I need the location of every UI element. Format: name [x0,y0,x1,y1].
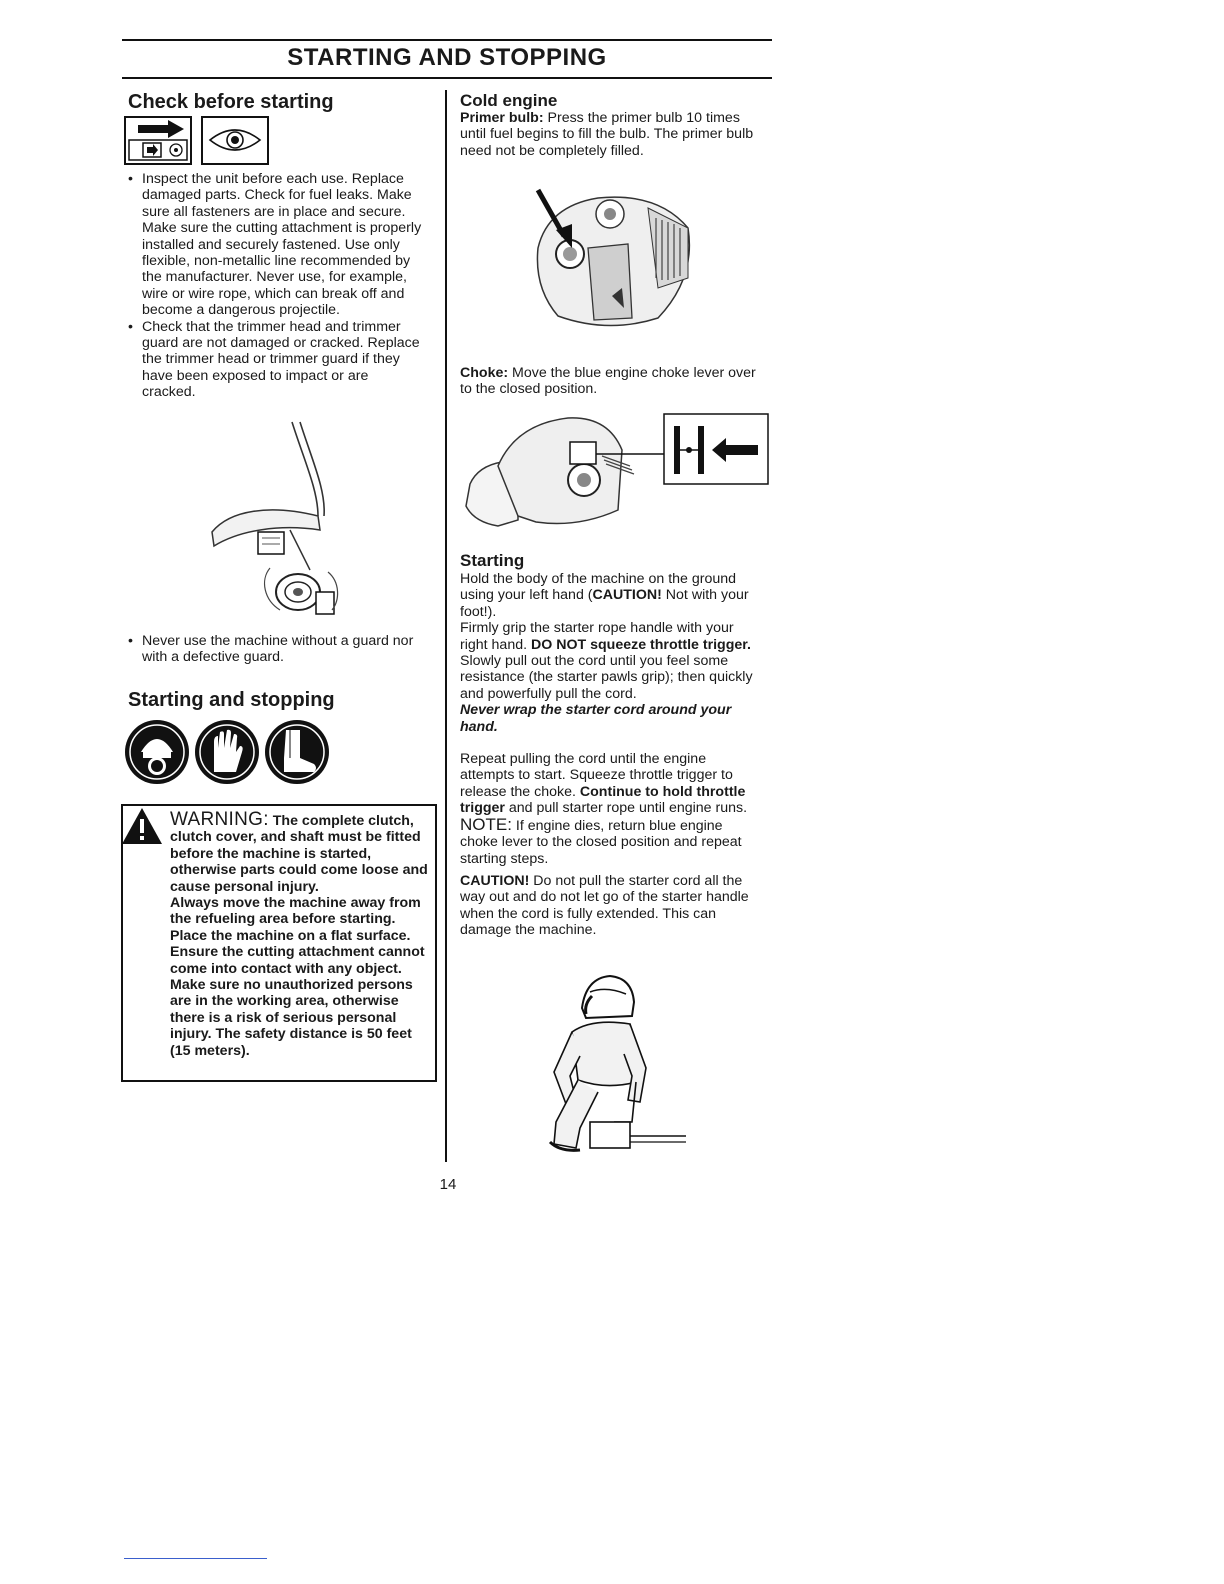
head-protection-icon [125,720,189,784]
starting-p3-text-end: and pull starter rope until engine runs. [504,800,748,817]
cold-engine-heading: Cold engine [460,91,558,110]
read-manual-icon [125,117,191,164]
primer-bulb-text: Press the primer bulb 10 times until fuel begins to fill the bulb. The primer bulb need not be completely filled. [460,110,754,159]
note-label: NOTE: [460,814,512,834]
caution-label: CAUTION! [460,872,530,889]
starting-heading: Starting [460,551,525,570]
warning-paragraph-3: Make sure no unauthorized persons are in the working area, otherwise there is a risk of serious personal injury. The safety distance is 50 feet (15 meters). [170,977,413,1059]
choke-symbol-icon [664,414,768,484]
inspect-icons [124,116,270,166]
caution-paragraph [460,873,760,939]
engine-primer-illustration [528,188,698,334]
starting-p2-italic: Never wrap the starter cord around your hand. [460,702,732,735]
choke-lever-illustration [458,410,770,534]
starting-paragraph-1 [460,571,760,620]
primer-bulb-paragraph [460,110,756,159]
header-bottom-rule [122,77,772,79]
list-item: • Inspect the unit before each use. Replace damaged parts. Check for fuel leaks. Make sure all fasteners are in place and secure. Make sure the cutting attachment is properly installed and securely fastened. Use only flexible, non-metallic line recommended by the manufacturer. Never use, for example, wire or wire rope, which can break off and become a dangerous projectile. [122,171,422,319]
note-paragraph [460,814,760,867]
boots-icon [265,720,329,784]
starting-p2-bold: DO NOT squeeze throttle trigger. [531,636,751,653]
starting-p1-caution: CAUTION! [592,587,662,604]
trimmer-guard-illustration [200,420,360,620]
warning-text [170,809,436,1059]
column-divider [445,90,447,1162]
warning-triangle-icon [120,806,164,846]
warning-label: WARNING: [170,809,269,830]
warning-paragraph-2: Always move the machine away from the refueling area before starting. Place the machine on a flat surface. Ensure the cutting attachment cannot come into contact with any object. [170,895,425,977]
check-bullet-list [122,171,422,401]
protective-gear-icons [124,718,330,786]
operator-starting-illustration [536,972,688,1156]
starting-p3-bold: Continue to hold throttle trigger [460,783,746,817]
starting-p1-text: Hold the body of the machine on the ground using your left hand ( [460,571,737,604]
choke-label: Choke: [460,365,509,381]
starting-p3-text: Repeat pulling the cord until the engine attempts to start. Squeeze throttle trigger to release the choke. [460,751,733,800]
choke-text: Move the blue engine choke lever over to the closed position. [460,365,756,398]
header-top-rule [122,39,772,41]
page-title: STARTING AND STOPPING [287,44,607,71]
guard-bullet-list [122,633,422,666]
eye-inspect-icon [202,117,268,164]
check-before-starting-heading: Check before starting [128,91,334,113]
list-item: • Check that the trimmer head and trimmer guard are not damaged or cracked. Replace the trimmer head or trimmer guard if they have been exposed to impact or are cracked. [122,319,422,401]
starting-p2-text: Firmly grip the starter rope handle with your right hand. [460,620,734,653]
list-item: • Never use the machine without a guard nor with a defective guard. [122,633,422,666]
primer-bulb-label: Primer bulb: [460,110,544,126]
caution-text: Do not pull the starter cord all the way out and do not let go of the starter handle when the cord is fully extended. This can damage the machine. [460,872,749,939]
choke-paragraph [460,365,760,398]
gloves-icon [195,720,259,784]
starting-and-stopping-heading: Starting and stopping [128,689,335,711]
starting-paragraph-3 [460,751,760,817]
warning-lead-text: The complete clutch, clutch cover, and shaft must be fitted before the machine is started, otherwise parts could come loose and cause personal injury. [170,813,428,895]
note-text: If engine dies, return blue engine choke lever to the closed position and repeat starting steps. [460,817,742,867]
starting-text [460,571,760,939]
page-number: 14 [439,1176,457,1193]
starting-p1-text-end: Not with your foot!). [460,587,749,620]
starting-p2-text-end: Slowly pull out the cord until you feel some resistance (the starter pawls grip); then quickly and powerfully pull the cord. [460,653,753,702]
starting-paragraph-2 [460,620,760,702]
footer-line [124,1558,267,1559]
